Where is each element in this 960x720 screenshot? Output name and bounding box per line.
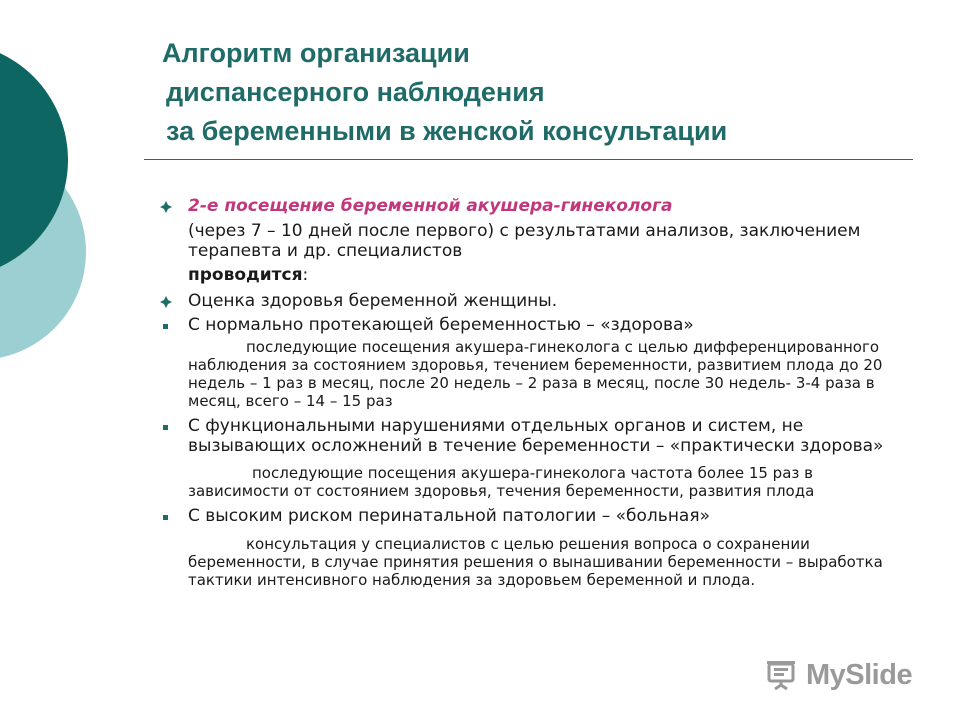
slide-content — [160, 196, 900, 589]
group-lead: С функциональными нарушениями отдельных органов и систем, не вызывающих осложнений в течение беременности – «практически здорова» — [188, 416, 884, 456]
watermark-text: MySlide — [806, 658, 913, 691]
group-details: консультация у специалистов с целью решения вопроса о сохранении беременности, в случае принятия решения о вынашивании беременности – выработка тактики интенсивного наблюдения за здоровьем беременной и плода. — [188, 535, 883, 589]
visit-colon: : — [302, 265, 309, 285]
group-item-ill — [160, 506, 900, 589]
diamond-bullet-icon — [160, 201, 172, 213]
slide-title — [162, 34, 882, 151]
visit-performed-line — [188, 265, 900, 285]
decorative-circles — [0, 0, 120, 420]
myslide-watermark — [766, 658, 926, 692]
title-line-1: Алгоритм организации — [162, 38, 470, 68]
group-details: последующие посещения акушера-гинеколога частота более 15 раз в зависимости от состоянием здоровья, течения беременности, развития плода — [188, 464, 815, 500]
presentation-board-icon — [766, 659, 800, 691]
group-lead: С высоким риском перинатальной патологии – «больная» — [188, 506, 710, 526]
square-bullet-icon — [163, 515, 168, 520]
group-item-practically-healthy — [160, 416, 900, 500]
visit-heading: 2-е посещение беременной акушера-гинеколога — [188, 196, 673, 216]
group-lead: С нормально протекающей беременностью – «здорова» — [188, 315, 694, 335]
diamond-bullet-icon — [160, 296, 172, 308]
square-bullet-icon — [163, 324, 168, 329]
assessment-text: Оценка здоровья беременной женщины. — [188, 291, 558, 311]
visit-item — [160, 196, 900, 285]
group-item-healthy — [160, 315, 900, 410]
title-line-3: за беременными в женской консультации — [166, 116, 728, 146]
visit-detail: (через 7 – 10 дней после первого) с результатами анализов, заключением терапевта и др. специалистов — [188, 221, 861, 261]
visit-performed: проводится — [188, 265, 303, 285]
title-divider — [144, 159, 913, 160]
group-details: последующие посещения акушера-гинеколога с целью дифференцированного наблюдения за состоянием здоровья, течением беременности, развитием плода до 20 недель – 1 раз в месяц, после 20 недель – 2 раза в месяц, после 30 недель- 3-4 раза в месяц, всего – 14 – 15 раз — [188, 338, 883, 410]
assessment-item — [160, 291, 900, 311]
title-line-2: диспансерного наблюдения — [166, 77, 545, 107]
square-bullet-icon — [163, 425, 168, 430]
